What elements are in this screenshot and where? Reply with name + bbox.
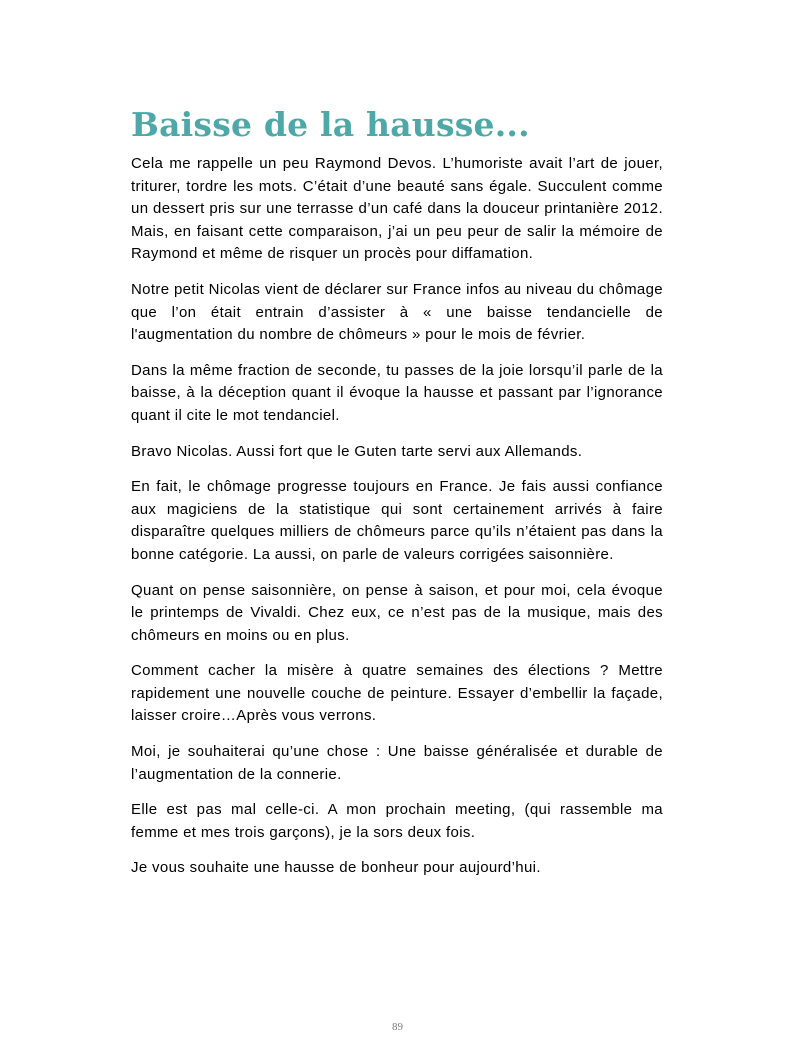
paragraph-4: Bravo Nicolas. Aussi fort que le Guten tarte servi aux Allemands. [131,442,583,460]
paragraph-9: Elle est pas mal celle-ci. A mon prochain meeting, (qui rassemble ma femme et mes trois garçons), je la sors deux fois. [131,801,663,841]
paragraph-5: En fait, le chômage progresse toujours en France. Je fais aussi confiance aux magiciens de la statistique qui sont certainement arrivés à faire disparaître quelques milliers de chômeurs parce qu’ils n’étaient pas dans la bonne catégorie. La aussi, on parle de valeurs corrigées saisonnière. [131,478,663,563]
paragraph-2: Notre petit Nicolas vient de déclarer sur France infos au niveau du chômage que l’on était entrain d’assister à « une baisse tendancielle de l'augmentation du nombre de chômeurs » pour le mois de février. [131,280,663,344]
paragraph-10: Je vous souhaite une hausse de bonheur pour aujourd’hui. [131,859,541,877]
paragraph-8: Moi, je souhaiterai qu’une chose : Une baisse généralisée et durable de l’augmentation de la connerie. [131,743,663,783]
paragraph-3: Dans la même fraction de seconde, tu passes de la joie lorsqu’il parle de la baisse, à la déception quant il évoque la hausse et passant par l’ignorance quant il cite le mot tendanciel. [131,361,663,424]
article-body [131,153,663,893]
page-number: 89 [392,1021,403,1033]
page-title: Baisse de la hausse... [131,105,530,144]
paragraph-1: Cela me rappelle un peu Raymond Devos. L’humoriste avait l’art de jouer, triturer, tordre les mots. C’était d’une beauté sans égale. Succulent comme un dessert pris sur une terrasse d’un café dans la douceur printanière 2012. Mais, en faisant cette comparaison, j’ai un peu peur de salir la mémoire de Raymond et même de risquer un procès pour diffamation. [131,155,663,263]
paragraph-6: Quant on pense saisonnière, on pense à saison, et pour moi, cela évoque le printemps de Vivaldi. Chez eux, ce n’est pas de la musique, mais des chômeurs en moins ou en plus. [131,581,663,644]
paragraph-7: Comment cacher la misère à quatre semaines des élections ? Mettre rapidement une nouvelle couche de peinture. Essayer d’embellir la façade, laisser croire…Après vous verrons. [131,662,663,725]
